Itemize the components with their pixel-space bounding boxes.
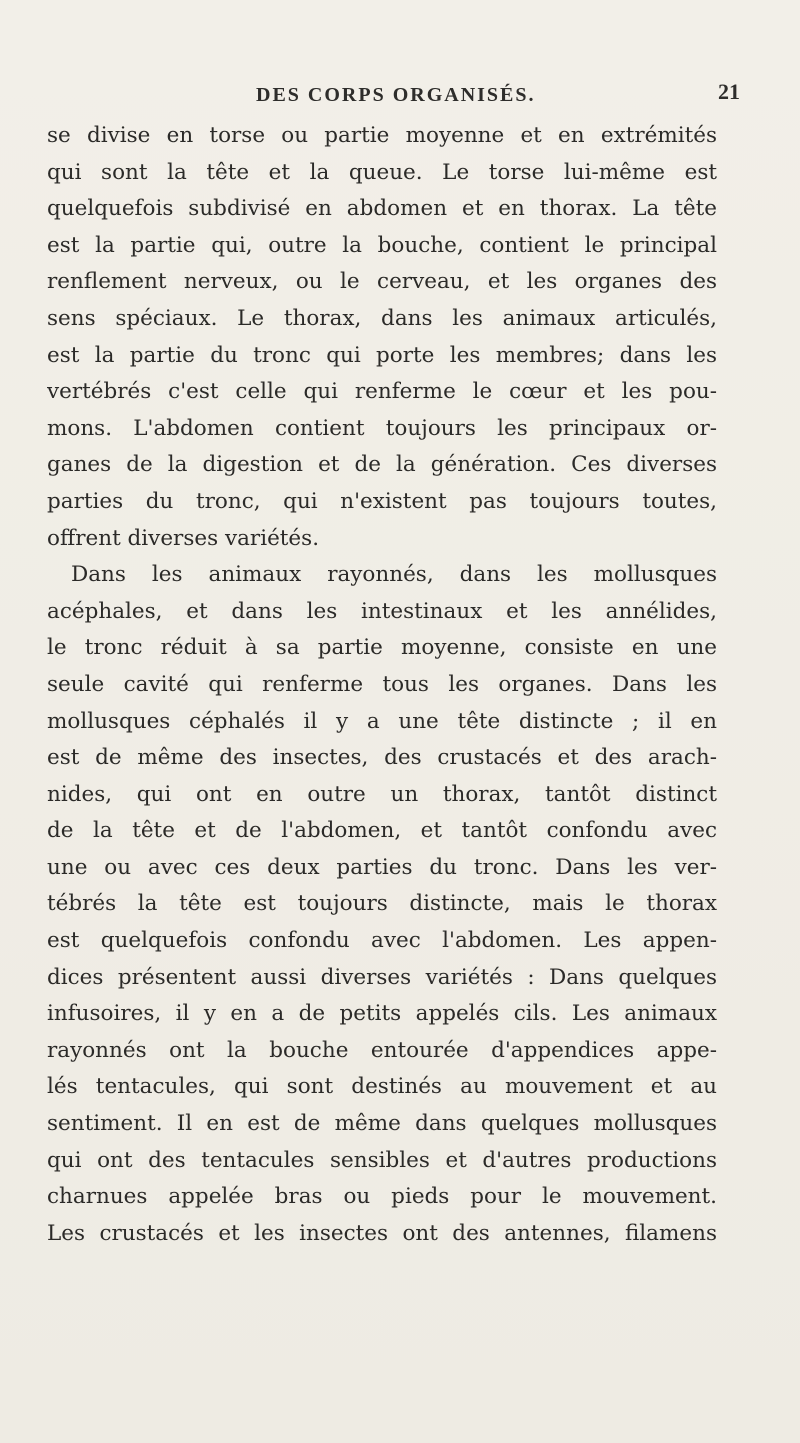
body-text: [47, 118, 717, 1252]
text-line: renflement nerveux, ou le cerveau, et les organes des: [47, 269, 717, 295]
text-line: qui ont des tentacules sensibles et d'autres productions: [47, 1147, 717, 1173]
text-line: lés tentacules, qui sont destinés au mouvement et au: [47, 1074, 717, 1100]
text-line: mollusques céphalés il y a une tête distincte ; il en: [47, 708, 717, 734]
page-number: 21: [718, 79, 740, 104]
text-line: parties du tronc, qui n'existent pas toujours toutes,: [47, 488, 717, 514]
text-line: sentiment. Il en est de même dans quelques mollusques: [47, 1111, 717, 1137]
running-head: DES CORPS ORGANISÉS.: [256, 84, 536, 106]
text-line: ganes de la digestion et de la génération. Ces diverses: [47, 452, 717, 478]
text-line: nides, qui ont en outre un thorax, tantôt distinct: [47, 781, 717, 807]
text-line: offrent diverses variétés.: [47, 525, 320, 551]
text-line: rayonnés ont la bouche entourée d'appendices appe-: [47, 1037, 717, 1063]
text-line: est de même des insectes, des crustacés et des arach-: [47, 745, 717, 771]
text-line: de la tête et de l'abdomen, et tantôt confondu avec: [47, 818, 717, 844]
text-line: est la partie du tronc qui porte les membres; dans les: [47, 342, 717, 368]
text-line: dices présentent aussi diverses variétés : Dans quelques: [47, 964, 717, 990]
text-line: est la partie qui, outre la bouche, contient le principal: [47, 232, 717, 258]
text-line: infusoires, il y en a de petits appelés cils. Les animaux: [47, 1001, 717, 1027]
text-line: quelquefois subdivisé en abdomen et en thorax. La tête: [47, 196, 717, 222]
text-line: vertébrés c'est celle qui renferme le cœur et les pou-: [47, 379, 717, 405]
paragraph-start-line: Dans les animaux rayonnés, dans les mollusques: [71, 562, 717, 588]
text-line: sens spéciaux. Le thorax, dans les animaux articulés,: [47, 305, 717, 331]
text-line: une ou avec ces deux parties du tronc. Dans les ver-: [47, 854, 717, 880]
text-line: mons. L'abdomen contient toujours les principaux or-: [47, 415, 717, 441]
text-line: se divise en torse ou partie moyenne et en extrémités: [47, 123, 717, 148]
text-line: charnues appelée bras ou pieds pour le mouvement.: [47, 1184, 717, 1210]
text-line: acéphales, et dans les intestinaux et les annélides,: [47, 598, 717, 624]
text-line: Les crustacés et les insectes ont des antennes, filamens: [47, 1220, 717, 1246]
text-line: qui sont la tête et la queue. Le torse lui-même est: [47, 159, 717, 185]
text-line: seule cavité qui renferme tous les organes. Dans les: [47, 671, 717, 697]
text-line: le tronc réduit à sa partie moyenne, consiste en une: [47, 635, 717, 661]
text-line: est quelquefois confondu avec l'abdomen. Les appen-: [47, 928, 717, 954]
text-line: tébrés la tête est toujours distincte, mais le thorax: [47, 891, 717, 917]
